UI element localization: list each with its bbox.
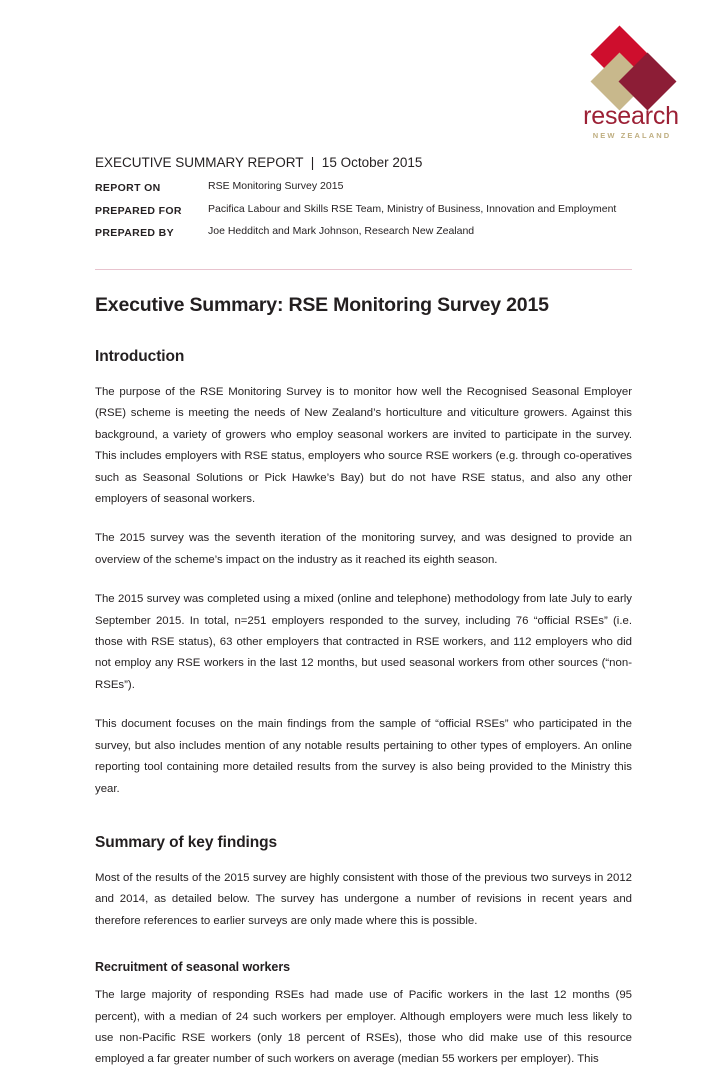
section-heading-summary-of-key-findings: Summary of key findings — [95, 833, 278, 851]
meta-value-prepared-by: Joe Hedditch and Mark Johnson, Research New Zealand — [208, 225, 475, 237]
meta-value-report-on: RSE Monitoring Survey 2015 — [208, 180, 344, 192]
document-body — [95, 293, 632, 1071]
meta-label-prepared-for: PREPARED FOR — [95, 204, 182, 217]
table-row — [95, 179, 632, 202]
paragraph-recruitment-1: The large majority of responding RSEs had made use of Pacific workers in the last 12 months (95 percent), with a median of 24 such workers per employer. Although employers were much less likely to use non-Pacific RSE workers (only 18 percent of RSEs), those who did make use of this resource employed a far greater number of such workers on average (median 55 workers per employer). This — [95, 989, 632, 1066]
paragraph-intro-1: The purpose of the RSE Monitoring Survey is to monitor how well the Recognised Seasonal Employer (RSE) scheme is meeting the needs of New Zealand’s horticulture and viticulture growers. Against this background, a variety of growers who employ seasonal workers are invited to participate in the survey. This includes employers with RSE status, employers who source RSE workers (e.g. through co-operatives such as Seasonal Solutions or Pick Hawke’s Bay) but do not have RSE status, and also any other employers of seasonal workers. — [95, 386, 632, 506]
paragraph-intro-3: The 2015 survey was completed using a mixed (online and telephone) methodology from late July to early September 2015. In total, n=251 employers responded to the survey, including 76 “official RSEs” (i.e. those with RSE status), 63 other employers that contracted in RSE workers, and 112 employers who did not employ any RSE workers in the last 12 months, but used seasonal workers from other sources (“non-RSEs”). — [95, 593, 632, 691]
page-title: Executive Summary: RSE Monitoring Survey 2015 — [95, 294, 549, 316]
header-divider — [95, 269, 632, 270]
logo-diamond-marks — [572, 28, 690, 102]
table-row — [95, 224, 632, 247]
table-row — [95, 202, 632, 225]
meta-label-report-on: REPORT ON — [95, 182, 161, 194]
document-header — [95, 154, 632, 247]
paragraph-intro-4: This document focuses on the main findings from the sample of “official RSEs” who participated in the survey, but also includes mention of any notable results pertaining to other types of employers. An online reporting tool containing more detailed results from the survey is also being provided to the Ministry this year. — [95, 718, 632, 795]
paragraph-intro-2: The 2015 survey was the seventh iteration of the monitoring survey, and was designed to provide an overview of the scheme’s impact on the industry as it reached its eighth season. — [95, 532, 632, 566]
meta-label-prepared-by: PREPARED BY — [95, 227, 174, 239]
logo-wordmark — [572, 104, 690, 141]
paragraph-summary-1: Most of the results of the 2015 survey are highly consistent with those of the previous two surveys in 2012 and 2014, as detailed below. The survey has undergone a number of revisions in recent years and therefore references to earlier surveys are only made where this is possible. — [95, 871, 632, 927]
section-heading-introduction: Introduction — [95, 348, 185, 365]
logo-wordmark-main: research — [583, 102, 679, 130]
logo-wordmark-subtitle: NEW ZEALAND — [592, 131, 672, 140]
research-nz-logo — [572, 28, 690, 146]
meta-value-prepared-for: Pacifica Labour and Skills RSE Team, Ministry of Business, Innovation and Employment — [208, 202, 617, 215]
subsection-heading-recruitment-of-seasonal-workers: Recruitment of seasonal workers — [95, 960, 291, 975]
header-report-line: EXECUTIVE SUMMARY REPORT | 15 October 2015 — [95, 155, 423, 170]
report-metadata-table — [95, 179, 632, 247]
